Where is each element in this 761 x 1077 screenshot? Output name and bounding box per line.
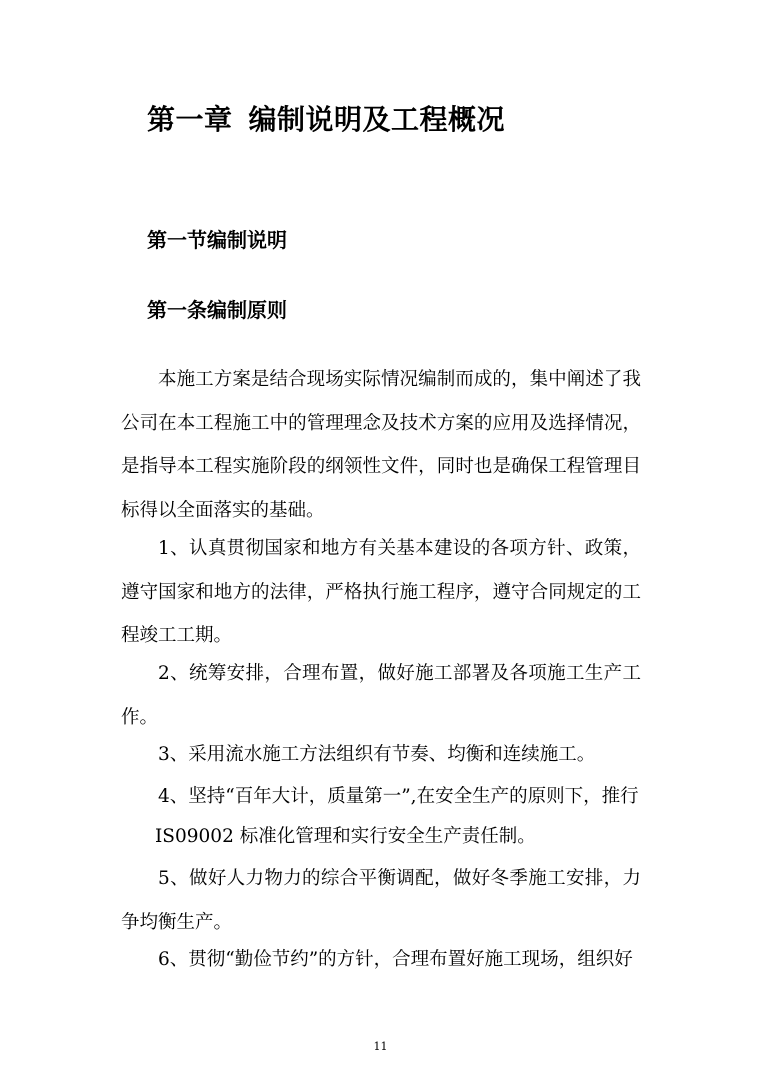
paragraph-item-2: 2、统筹安排，合理布置，做好施工部署及各项施工生产工作。: [121, 663, 641, 728]
section-title: 第一节编制说明: [147, 228, 287, 252]
paragraph-item-3: 3、采用流水施工方法组织有节奏、均衡和连续施工。: [158, 744, 596, 765]
chapter-title: [147, 100, 505, 140]
paragraph-item-5: 5、做好人力物力的综合平衡调配，做好冬季施工安排，力争均衡生产。: [121, 868, 641, 933]
page-number: 11: [373, 1040, 388, 1053]
article-title: 第一条编制原则: [147, 298, 287, 322]
paragraph-item-4: 4、坚持“百年大计，质量第一”,在安全生产的原则下，推行: [158, 786, 639, 807]
paragraph-item-6: 6、贯彻“勤俭节约”的方针，合理布置好施工现场，组织好: [158, 949, 633, 970]
chapter-name: 编制说明及工程概况: [248, 103, 506, 136]
paragraph-item-1: 1、认真贯彻国家和地方有关基本建设的各项方针、政策，遵守国家和地方的法律，严格执行施工程序，遵守合同规定的工程竣工工期。: [121, 538, 641, 646]
paragraph-item-4-continued: IS09002 标准化管理和实行安全生产责任制。: [155, 826, 536, 847]
chapter-label: 第一章: [147, 103, 233, 136]
paragraph-intro: 本施工方案是结合现场实际情况编制而成的，集中阐述了我公司在本工程施工中的管理理念及技术方案的应用及选择情况，是指导本工程实施阶段的纲领性文件，同时也是确保工程管理目标得以全面落实的基础。: [121, 369, 641, 521]
